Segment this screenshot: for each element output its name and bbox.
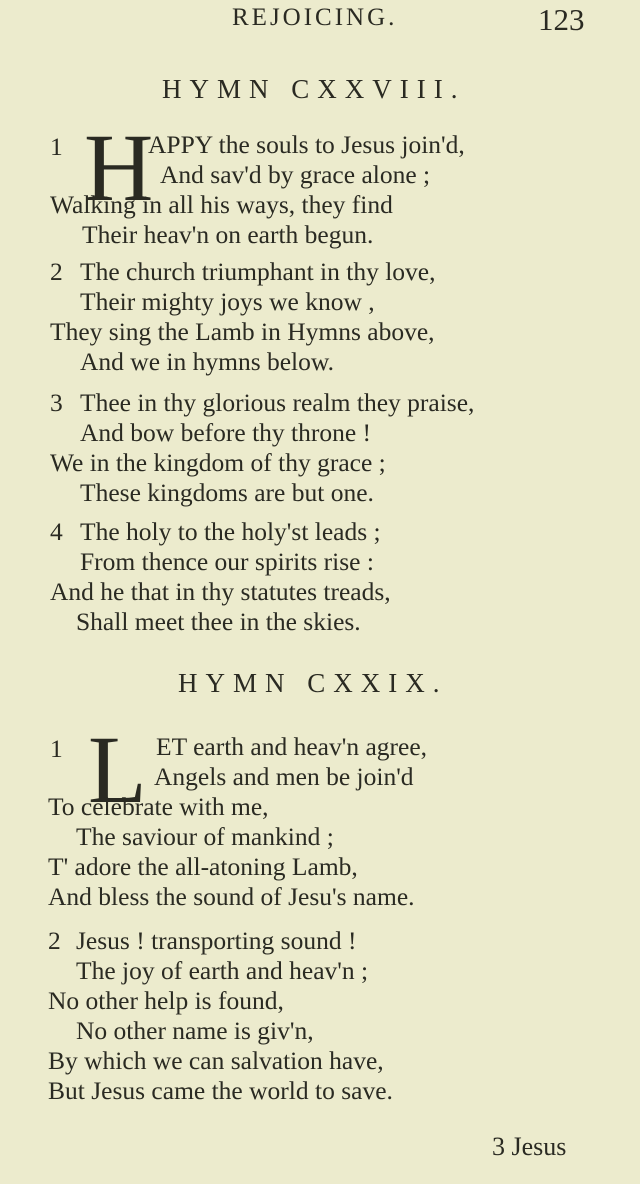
verse-number: 2 [50,257,63,286]
verse-line: They sing the Lamb in Hymns above, [50,317,435,346]
verse-line: T' adore the all-atoning Lamb, [48,852,358,881]
drop-cap: L [88,716,147,823]
verse-line: Their mighty joys we know , [80,287,375,316]
verse-line: No other name is giv'n, [76,1016,314,1045]
verse-line: Angels and men be join'd [154,762,414,791]
verse-number: 1 [50,132,63,161]
verse-line: And he that in thy statutes treads, [50,577,391,606]
verse-line: Thee in thy glorious realm they praise, [80,388,475,417]
verse-number: 3 [50,388,63,417]
verse-line: Jesus ! transporting sound ! [76,926,357,955]
verse-line: The church triumphant in thy love, [80,257,436,286]
verse-line: Walking in all his ways, they find [50,190,393,219]
verse-line: To celebrate with me, [48,792,269,821]
verse-line: Shall meet thee in the skies. [76,607,361,636]
verse-line: From thence our spirits rise : [80,547,374,576]
hymn-title: HYMN CXXIX. [178,668,448,698]
verse-line: And bow before thy throne ! [80,418,372,447]
verse-line: No other help is found, [48,986,284,1015]
page-number: 123 [538,2,585,37]
verse-line: The holy to the holy'st leads ; [80,517,381,546]
verse-line: But Jesus came the world to save. [48,1076,393,1105]
running-head: REJOICING. [232,4,398,31]
drop-cap: H [84,114,154,221]
verse-line: And we in hymns below. [80,347,335,376]
verse-line: By which we can salvation have, [48,1046,384,1075]
verse-line: The saviour of mankind ; [76,822,334,851]
verse-line: The joy of earth and heav'n ; [76,956,369,985]
verse-number: 4 [50,517,63,546]
verse-line: APPY the souls to Jesus join'd, [148,130,465,159]
verse-line: And sav'd by grace alone ; [160,160,431,189]
verse-number: 1 [50,734,63,763]
verse-line: We in the kingdom of thy grace ; [50,448,386,477]
verse-line: These kingdoms are but one. [80,478,374,507]
verse-number: 2 [48,926,61,955]
verse-line: Their heav'n on earth begun. [82,220,374,249]
verse-line: ET earth and heav'n agree, [156,732,428,761]
hymn-title: HYMN CXXVIII. [162,74,466,104]
catchword: 3 Jesus [492,1132,567,1161]
verse-line: And bless the sound of Jesu's name. [48,882,415,911]
